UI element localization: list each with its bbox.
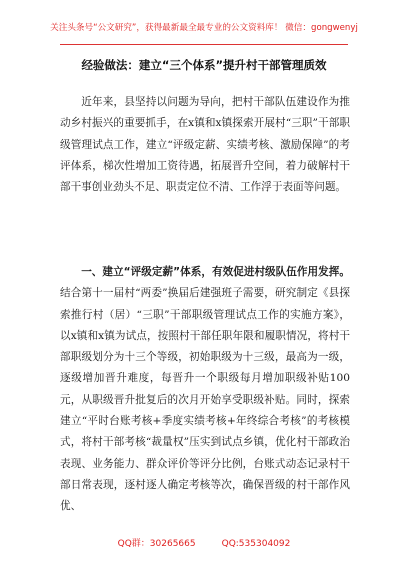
footer-contact — [0, 536, 408, 549]
footer-qq: QQ:535304092 — [221, 539, 291, 549]
document-title: 经验做法：建立“三个体系”提升村干部管理质效 — [81, 58, 327, 72]
footer-qq-group: QQ群：30265665 — [117, 539, 196, 549]
header-divider — [60, 44, 348, 45]
header-banner: 关注头条号“公文研究”，获得最新最全最专业的公文资料库！ 微信：gongwenyj — [50, 23, 358, 33]
section-1-paragraph — [60, 262, 350, 518]
section-1-body: 结合第十一届村“两委”换届后建强班子需要，研究制定《县探索推行村（居）“三职”干部职级管理试点工作的实施方案》，以x镇和x镇为试点，按照村干部任职年限和履职情况，将村干部职级划分为十三个等级，初始职级为十三级，最高为一级，逐级增加晋升难度，每晋升一个职级每月增加职级补贴100元，从职级晋升批复后的次月开始享受职级补贴。同时，探索建立“平时台账考核+季度实绩考核+年终综合考核”的考核模式，将村干部考核“裁量权”压实到试点乡镇，优化村干部政治表现、业务能力、群众评价等评分比例，台账式动态记录村干部日常表现，逐村逐人确定考核等次，确保晋级的村干部作风优、 — [60, 287, 350, 513]
intro-paragraph: 近年来，县坚持以问题为导向，把村干部队伍建设作为推动乡村振兴的重要抓手，在x镇和x镇探索开展村“三职”干部职级管理试点工作，建立“评级定薪、实绩考核、激励保障”的考评体系，梯次性增加工资待遇，拓展晋升空间，着力破解村干部干事创业劲头不足、职责定位不清、工作浮于表面等问题。 — [60, 96, 350, 194]
section-1-heading: 一、建立“评级定薪”体系，有效促进村级队伍作用发挥。 — [81, 266, 350, 278]
